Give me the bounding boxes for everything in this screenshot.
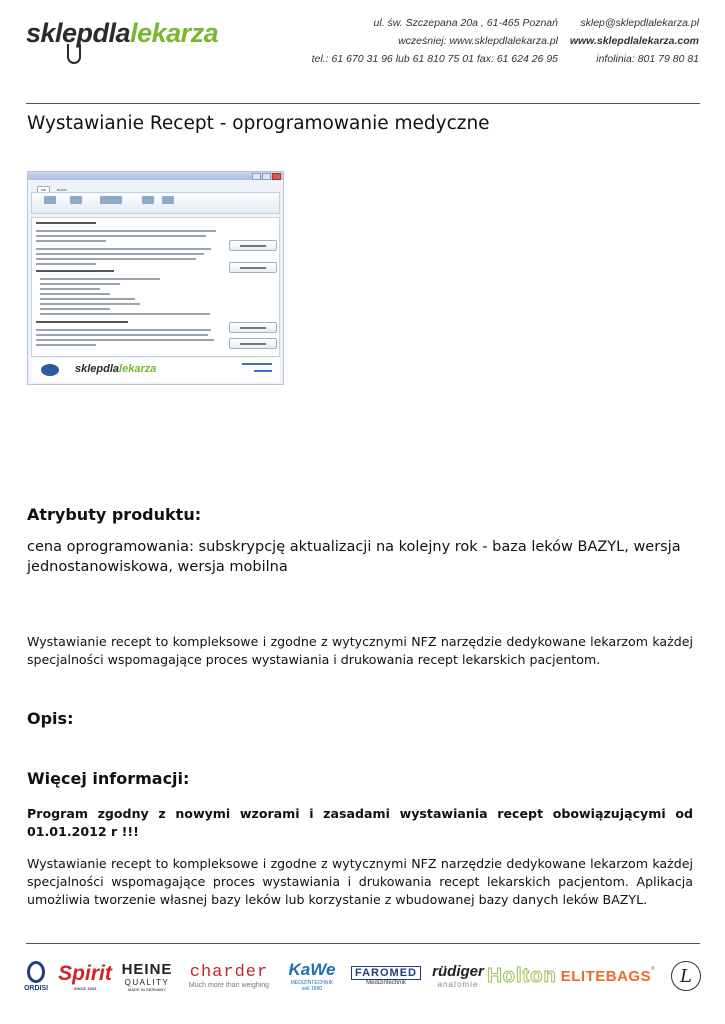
contact-address-block [310, 14, 558, 68]
description-heading: Opis: [27, 709, 74, 728]
brand-holton[interactable]: Holton [487, 964, 557, 987]
littmann-emblem-icon: L [671, 961, 701, 991]
compliance-notice: Program zgodny z nowymi wzorami i zasadami wystawiania recept obowiązującymi od 01.01.2012 r !!! [27, 806, 693, 839]
screenshot-ribbon [31, 192, 280, 214]
more-info-paragraph: Wystawianie recept to kompleksowe i zgodne z wytycznymi NFZ narzędzie dedykowane lekarzom każdej specjalności wspomagające proces wystawiania i drukowania recept lekarskich pacjentom. Aplikacja umożliwia tworzenie własnej bazy leków lub korzystanie z wbudowanej bazy danych leków BAZYL. [27, 856, 693, 907]
page-header [0, 0, 725, 100]
store-email[interactable]: sklep@sklepdlalekarza.pl [580, 17, 699, 29]
vendor-logo-icon [41, 364, 59, 376]
brand-heine[interactable]: HEINE QUALITY MADE IN GERMANY [121, 960, 173, 992]
screenshot-titlebar [28, 172, 283, 180]
brand-charder[interactable]: charder Much more than weighing [188, 963, 270, 989]
footer-divider [26, 943, 700, 944]
brand-elitebags[interactable]: ELITEBAGS ® [560, 966, 656, 985]
attributes-text: cena oprogramowania: subskrypcję aktualizacji na kolejny rok - baza leków BAZYL, wersja jednostanowiskowa, wersja mobilna [27, 539, 681, 575]
contact-online-block [560, 14, 699, 68]
stethoscope-icon [67, 44, 81, 64]
former-website[interactable]: wcześniej: www.sklepdlalekarza.pl [398, 35, 558, 47]
logo-lekarza: lekarza [130, 18, 219, 48]
screenshot-store-logo: sklepdlalekarza [75, 363, 157, 375]
page-title: Wystawianie Recept - oprogramowanie medyczne [27, 113, 490, 134]
screenshot-content-panel [31, 217, 280, 357]
more-info-heading: Więcej informacji: [27, 769, 190, 788]
logo-dla: dla [92, 18, 131, 48]
phone-numbers: tel.: 61 670 31 96 lub 61 810 75 01 fax: 61 624 26 95 [311, 53, 558, 65]
brand-rudiger[interactable]: rüdiger anatomie [432, 963, 484, 989]
product-screenshot [27, 171, 284, 385]
attributes-heading: Atrybuty produktu: [27, 505, 202, 524]
brand-ordisi[interactable]: ORDISI [22, 952, 50, 1000]
ordisi-emblem-icon [27, 961, 45, 983]
store-website[interactable]: www.sklepdlalekarza.com [569, 35, 699, 47]
hotline: infolinia: 801 79 80 81 [596, 53, 699, 65]
brand-logos-strip [22, 952, 706, 1000]
header-divider [26, 103, 700, 104]
screenshot-tab-file: Plik [37, 186, 50, 194]
brand-kawe[interactable]: KaWe MEDIZINTECHNIK seit 1890 [288, 960, 336, 992]
intro-paragraph: Wystawianie recept to kompleksowe i zgodne z wytycznymi NFZ narzędzie dedykowane lekarzom każdej specjalności wspomagające proces wystawiania i drukowania recept lekarskich pacjentom. [27, 634, 693, 667]
brand-faromed[interactable]: FAROMED Medizintechnik [348, 952, 424, 1000]
store-address: ul. św. Szczepana 20a , 61-465 Poznań [373, 17, 558, 29]
store-logo[interactable]: sklepdlalekarza [26, 18, 218, 49]
screenshot-window-buttons [252, 173, 281, 180]
brand-littmann[interactable] [668, 952, 704, 1000]
screenshot-tab-help: Pomoc [57, 188, 68, 192]
screenshot-footer [31, 358, 280, 382]
brand-spirit[interactable]: Spirit SINCE 1983 [58, 961, 112, 991]
